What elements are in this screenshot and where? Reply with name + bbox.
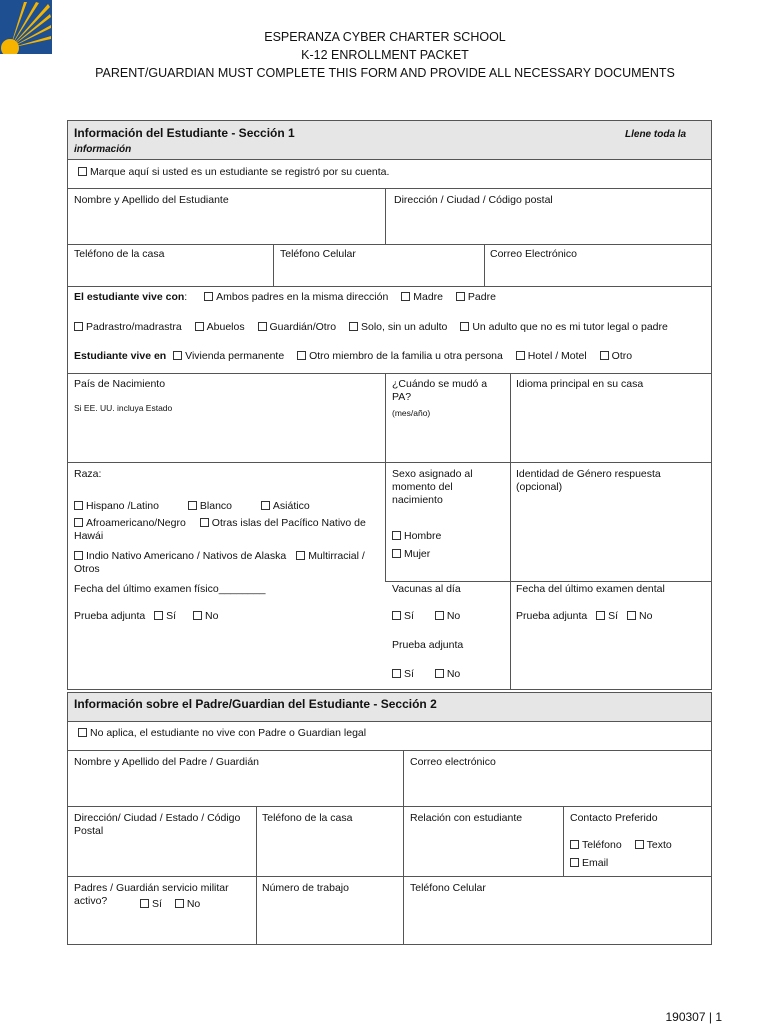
lives-grandparents-checkbox[interactable]: Abuelos [195, 321, 245, 333]
not-applicable-checkbox[interactable] [78, 727, 366, 740]
contact-text-checkbox[interactable]: Texto [635, 839, 672, 851]
sex-label: Sexo asignado al momento del nacimiento [392, 468, 473, 506]
parent-home-phone-field[interactable]: Teléfono de la casa [262, 812, 353, 824]
vaccines-proof-yes-checkbox[interactable]: Sí [392, 668, 414, 680]
moved-pa-field[interactable]: ¿Cuándo se mudó a PA? [392, 378, 488, 403]
race-row-3 [74, 550, 374, 576]
cell-phone-field[interactable]: Teléfono Celular [280, 248, 356, 260]
dental-proof-no-checkbox[interactable]: No [627, 610, 652, 622]
military-yes-checkbox[interactable]: Sí [140, 898, 162, 910]
fill-note: Llene toda la [625, 129, 687, 140]
race-hispanic-checkbox[interactable]: Hispano /Latino [74, 500, 159, 512]
language-field[interactable]: Idioma principal en su casa [516, 378, 644, 390]
lives-in-row [74, 350, 642, 363]
race-white-checkbox[interactable]: Blanco [188, 500, 232, 512]
physical-proof-yes-checkbox[interactable]: Sí [154, 610, 176, 622]
lives-both-parents-checkbox[interactable]: Ambos padres en la misma dirección [204, 291, 388, 303]
instructions-line: PARENT/GUARDIAN MUST COMPLETE THIS FORM AND PROVIDE ALL NECESSARY DOCUMENTS [95, 66, 675, 80]
military-label: Padres / Guardián servicio militar activo? [74, 882, 229, 907]
student-name-field[interactable]: Nombre y Apellido del Estudiante [74, 194, 229, 206]
section2-title: Información sobre el Padre/Guardian del Estudiante - Sección 2 [74, 697, 437, 711]
military-no-checkbox[interactable]: No [175, 898, 200, 910]
sex-male-checkbox[interactable]: Hombre [392, 530, 441, 543]
birth-country-note: Si EE. UU. incluya Estado [74, 403, 173, 413]
lives-other-adult-checkbox[interactable]: Un adulto que no es mi tutor legal o padre [460, 321, 668, 333]
vaccines-yes-checkbox[interactable]: Sí [392, 610, 414, 622]
vaccines-proof-label: Prueba adjunta [392, 639, 464, 651]
vaccines-proof-row [392, 668, 460, 681]
school-name: ESPERANZA CYBER CHARTER SCHOOL [264, 30, 506, 44]
parent-cell-phone-field[interactable]: Teléfono Celular [410, 882, 486, 894]
gender-field[interactable]: Identidad de Género respuesta (opcional) [516, 468, 661, 493]
parent-address-field[interactable]: Dirección/ Ciudad / Estado / Código Postal [74, 812, 241, 837]
section1-title: Información del Estudiante - Sección 1 [74, 126, 295, 140]
contact-email-checkbox[interactable]: Email [570, 857, 608, 870]
preferred-contact-label: Contacto Preferido [570, 812, 658, 824]
student-address-field[interactable]: Dirección / Ciudad / Código postal [394, 194, 553, 206]
email-field[interactable]: Correo Electrónico [490, 248, 577, 260]
sex-female-checkbox[interactable]: Mujer [392, 548, 430, 561]
military-row [140, 898, 200, 911]
race-label: Raza: [74, 468, 102, 480]
home-phone-field[interactable]: Teléfono de la casa [74, 248, 165, 260]
physical-proof-no-checkbox[interactable]: No [193, 610, 218, 622]
parent-name-field[interactable]: Nombre y Apellido del Padre / Guardián [74, 756, 260, 768]
fill-note-2: información [74, 144, 132, 155]
race-native-checkbox[interactable]: Indio Nativo Americano / Nativos de Alaska [74, 550, 286, 562]
race-row-1 [74, 500, 320, 513]
lives-in-family-checkbox[interactable]: Otro miembro de la familia u otra persona [297, 350, 503, 362]
packet-title: K-12 ENROLLMENT PACKET [301, 48, 469, 62]
lives-alone-checkbox[interactable]: Solo, sin un adulto [349, 321, 447, 333]
lives-with-row: El estudiante vive con: Ambos padres en la misma dirección Madre Padre [74, 291, 496, 303]
vaccines-no-checkbox[interactable]: No [435, 610, 460, 622]
birth-country-field[interactable]: País de Nacimiento [74, 378, 166, 390]
page-number: 190307 | 1 [665, 1010, 722, 1024]
race-black-checkbox[interactable]: Afroamericano/Negro [74, 517, 186, 529]
contact-phone-checkbox[interactable]: Teléfono [570, 839, 622, 851]
own-account-label: Marque aquí si usted es un estudiante se registró por su cuenta. [90, 166, 390, 178]
relationship-field[interactable]: Relación con estudiante [410, 812, 523, 824]
lives-mother-checkbox[interactable]: Madre [401, 291, 443, 303]
contact-row [570, 839, 672, 852]
vaccines-proof-no-checkbox[interactable]: No [435, 668, 460, 680]
lives-in-hotel-checkbox[interactable]: Hotel / Motel [516, 350, 587, 362]
dental-exam-field[interactable]: Fecha del último examen dental [516, 583, 665, 595]
race-pacific-checkbox[interactable]: Otras islas del Pacífico Nativo de Hawái [74, 517, 366, 542]
school-logo-icon [0, 0, 52, 54]
dental-proof-row: Prueba adjunta Sí No [516, 610, 653, 622]
not-applicable-label: No aplica, el estudiante no vive con Padre o Guardian legal [90, 727, 367, 739]
moved-pa-note: (mes/año) [392, 408, 431, 418]
physical-exam-field[interactable]: Fecha del último examen físico________ [74, 583, 266, 595]
lives-stepparent-checkbox[interactable]: Padrastro/madrastra [74, 321, 182, 333]
physical-proof-row: Prueba adjunta Sí No [74, 610, 219, 622]
lives-in-permanent-checkbox[interactable]: Vivienda permanente [173, 350, 284, 362]
work-number-field[interactable]: Número de trabajo [262, 882, 349, 894]
lives-in-other-checkbox[interactable]: Otro [600, 350, 632, 362]
race-row-2 [74, 517, 374, 543]
race-multiracial-checkbox[interactable]: Multirracial / Otros [74, 550, 365, 575]
dental-proof-yes-checkbox[interactable]: Sí [596, 610, 618, 622]
parent-email-field[interactable]: Correo electrónico [410, 756, 496, 768]
lives-in-label: Estudiante vive en [74, 350, 167, 362]
race-asian-checkbox[interactable]: Asiático [261, 500, 310, 512]
lives-with-label: El estudiante vive con [74, 291, 185, 303]
vaccines-label: Vacunas al día [392, 583, 461, 595]
vaccines-row [392, 610, 460, 623]
lives-guardian-checkbox[interactable]: Guardián/Otro [258, 321, 337, 333]
lives-with-row-2 [74, 321, 678, 334]
lives-father-checkbox[interactable]: Padre [456, 291, 496, 303]
own-account-checkbox[interactable] [78, 166, 389, 179]
